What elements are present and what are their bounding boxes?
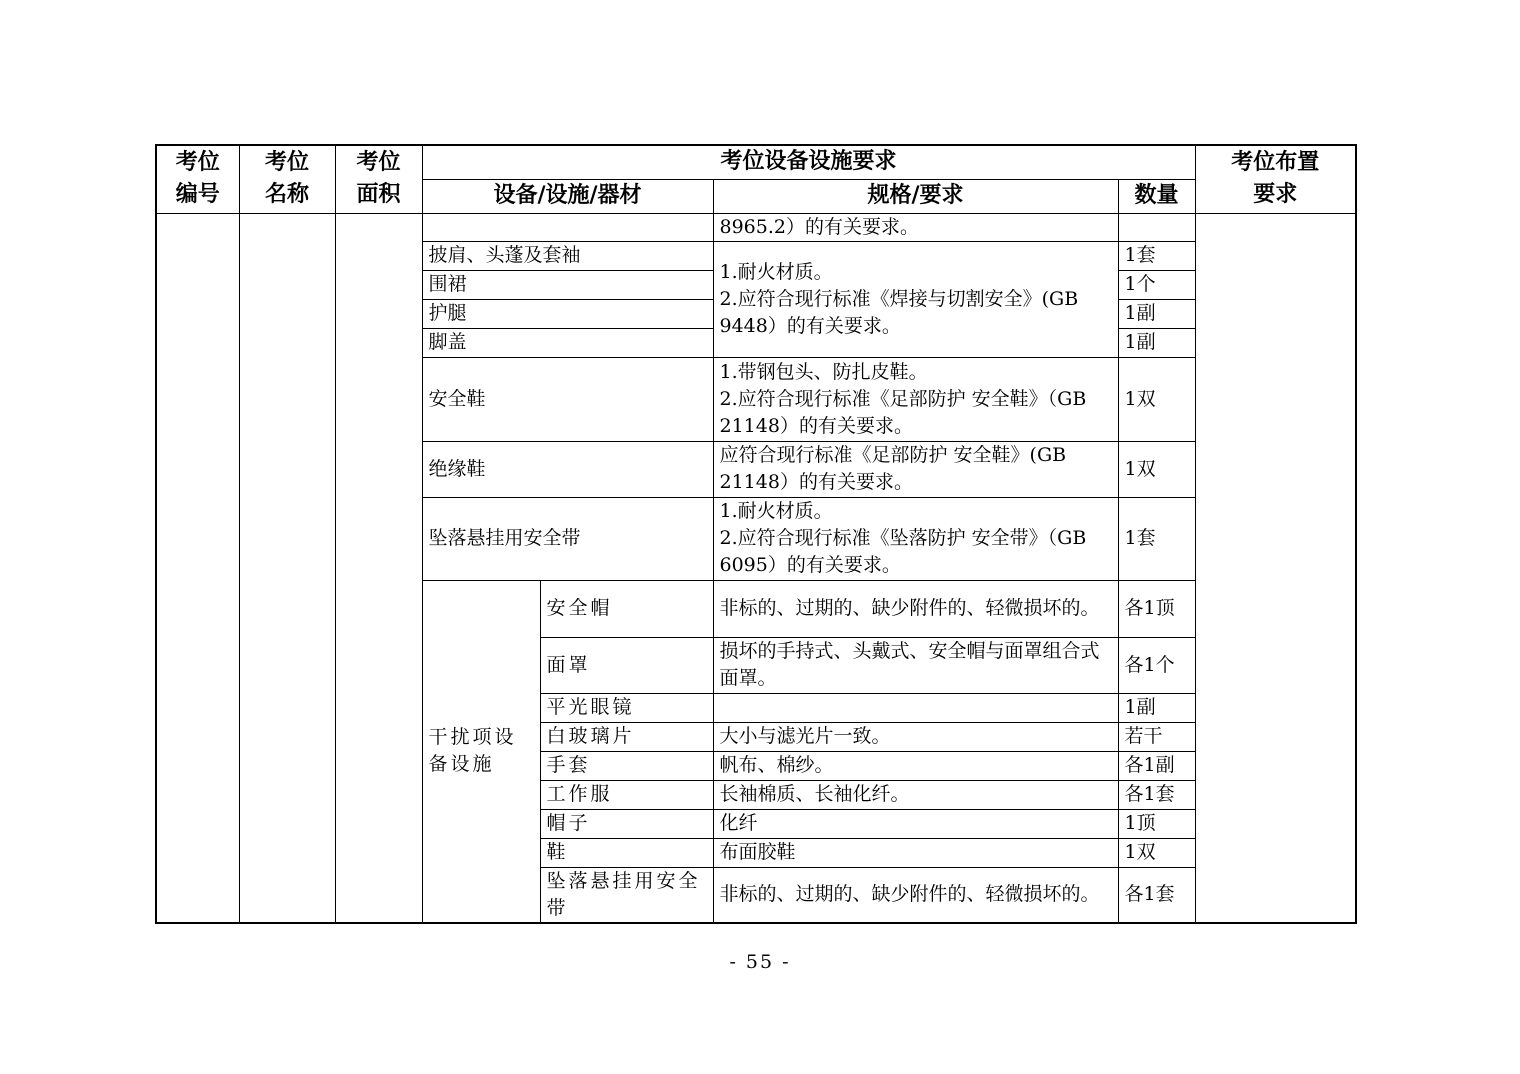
distractor-quantity-cell: 1顶 <box>1118 809 1195 838</box>
equipment-cell: 坠落悬挂用安全带 <box>422 497 713 580</box>
distractor-spec-cell: 非标的、过期的、缺少附件的、轻微损坏的。 <box>713 580 1118 637</box>
layout-requirements-cell <box>1195 213 1356 923</box>
equipment-cell: 披肩、头蓬及套袖 <box>422 241 713 270</box>
distractor-quantity-cell: 1双 <box>1118 838 1195 867</box>
distractor-quantity-cell: 各1顶 <box>1118 580 1195 637</box>
distractor-quantity-cell: 各1个 <box>1118 637 1195 693</box>
quantity-cell: 1套 <box>1118 241 1195 270</box>
distractor-item-cell: 面罩 <box>540 637 713 693</box>
distractor-item-cell: 安全帽 <box>540 580 713 637</box>
distractor-item-cell: 工作服 <box>540 780 713 809</box>
station-number-cell <box>156 213 239 923</box>
equipment-cell: 安全鞋 <box>422 357 713 441</box>
header-quantity: 数量 <box>1118 179 1195 213</box>
equipment-requirements-table <box>155 144 1357 924</box>
header-equipment: 设备/设施/器材 <box>422 179 713 213</box>
spec-cell: 8965.2）的有关要求。 <box>713 213 1118 241</box>
distractor-quantity-cell: 1副 <box>1118 693 1195 722</box>
equipment-cell <box>422 213 713 241</box>
distractor-item-cell: 鞋 <box>540 838 713 867</box>
station-name-cell <box>239 213 335 923</box>
distractor-spec-cell: 非标的、过期的、缺少附件的、轻微损坏的。 <box>713 867 1118 923</box>
header-layout-requirements: 考位布置 要求 <box>1195 145 1356 213</box>
distractor-quantity-cell: 若干 <box>1118 722 1195 751</box>
spec-cell: 1.耐火材质。 2.应符合现行标准《坠落防护 安全带》（GB 6095）的有关要求。 <box>713 497 1118 580</box>
header-station-name: 考位 名称 <box>239 145 335 213</box>
distractor-spec-cell: 布面胶鞋 <box>713 838 1118 867</box>
page-number: - 55 - <box>729 951 791 973</box>
distractor-spec-cell: 损坏的手持式、头戴式、安全帽与面罩组合式面罩。 <box>713 637 1118 693</box>
distractor-item-cell: 平光眼镜 <box>540 693 713 722</box>
distractor-quantity-cell: 各1套 <box>1118 780 1195 809</box>
distractor-item-cell: 帽子 <box>540 809 713 838</box>
header-equipment-group: 考位设备设施要求 <box>422 145 1195 179</box>
distractor-item-cell: 坠落悬挂用安全带 <box>540 867 713 923</box>
distractor-item-cell: 白玻璃片 <box>540 722 713 751</box>
quantity-cell: 1双 <box>1118 357 1195 441</box>
equipment-cell: 绝缘鞋 <box>422 441 713 497</box>
quantity-cell <box>1118 213 1195 241</box>
quantity-cell: 1副 <box>1118 299 1195 328</box>
quantity-cell: 1副 <box>1118 328 1195 357</box>
distractor-spec-cell <box>713 693 1118 722</box>
distractor-spec-cell: 化纤 <box>713 809 1118 838</box>
equipment-cell: 护腿 <box>422 299 713 328</box>
station-area-cell <box>335 213 422 923</box>
header-spec: 规格/要求 <box>713 179 1118 213</box>
distractor-spec-cell: 帆布、棉纱。 <box>713 751 1118 780</box>
distractor-quantity-cell: 各1套 <box>1118 867 1195 923</box>
spec-cell: 1.带钢包头、防扎皮鞋。 2.应符合现行标准《足部防护 安全鞋》（GB 21148）的有关要求。 <box>713 357 1118 441</box>
quantity-cell: 1套 <box>1118 497 1195 580</box>
quantity-cell: 1个 <box>1118 270 1195 299</box>
equipment-cell: 围裙 <box>422 270 713 299</box>
header-station-area: 考位 面积 <box>335 145 422 213</box>
header-station-number: 考位 编号 <box>156 145 239 213</box>
distractor-quantity-cell: 各1副 <box>1118 751 1195 780</box>
quantity-cell: 1双 <box>1118 441 1195 497</box>
table-row <box>156 213 1356 241</box>
spec-cell: 应符合现行标准《足部防护 安全鞋》(GB 21148）的有关要求。 <box>713 441 1118 497</box>
spec-cell: 1.耐火材质。 2.应符合现行标准《焊接与切割安全》(GB 9448）的有关要求。 <box>713 241 1118 357</box>
distractor-group-cell: 干扰项设备设施 <box>422 580 540 923</box>
distractor-spec-cell: 大小与滤光片一致。 <box>713 722 1118 751</box>
equipment-cell: 脚盖 <box>422 328 713 357</box>
distractor-item-cell: 手套 <box>540 751 713 780</box>
distractor-spec-cell: 长袖棉质、长袖化纤。 <box>713 780 1118 809</box>
